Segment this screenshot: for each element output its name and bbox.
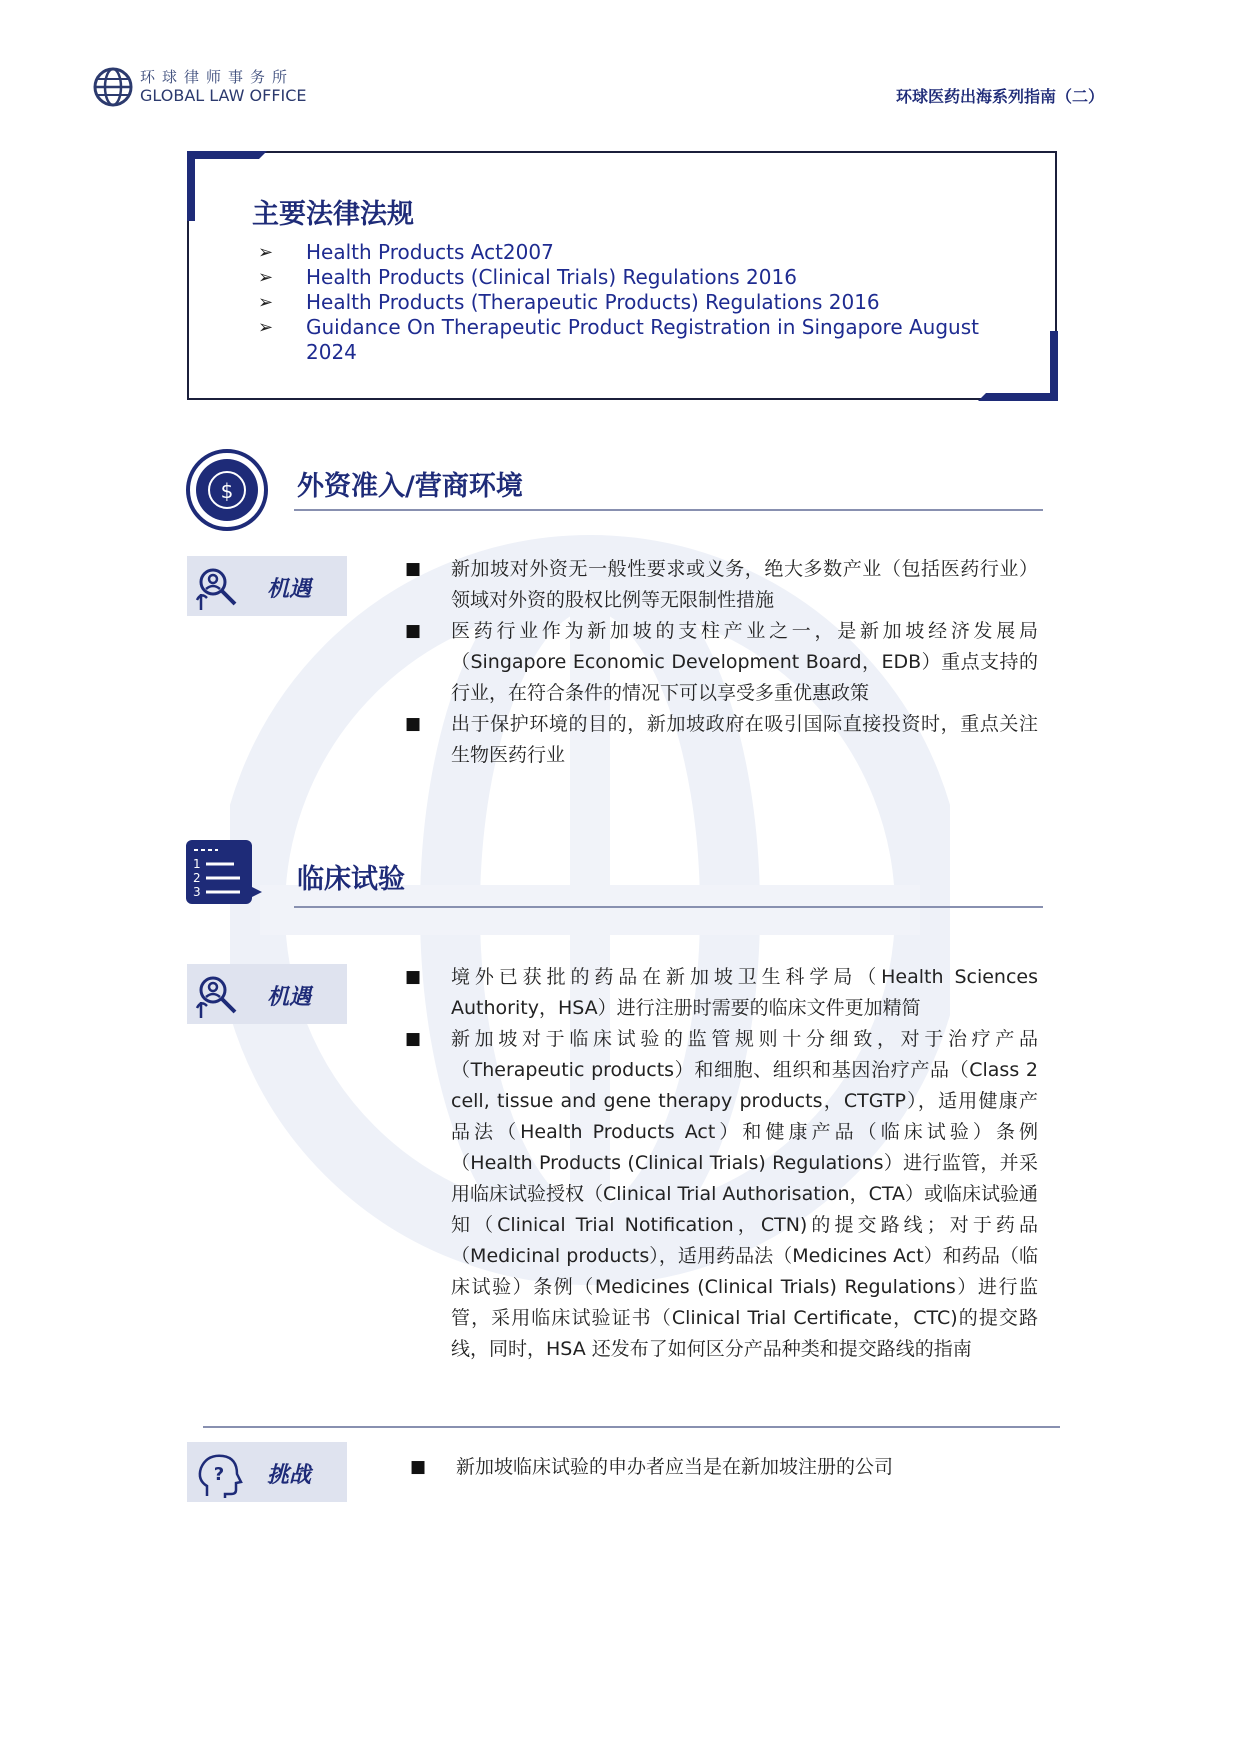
- laws-title: 主要法律法规: [252, 199, 414, 230]
- arrow-bullet-icon: ➢: [258, 292, 274, 313]
- svg-text:?: ?: [213, 1464, 225, 1485]
- list-item: ■ 出于保护环境的目的，新加坡政府在吸引国际直接投资时，重点关注生物医药行业: [405, 709, 1038, 771]
- list-item: ■ 境外已获批的药品在新加坡卫生科学局（Health Sciences Authority，HSA）进行注册时需要的临床文件更加精简: [405, 962, 1038, 1024]
- list-item: ➢ Guidance On Therapeutic Product Registration in Singapore August 2024: [258, 315, 979, 364]
- list-item: ■ 新加坡临床试验的申办者应当是在新加坡注册的公司: [410, 1452, 1043, 1483]
- section-rule: [294, 509, 1043, 511]
- section-divider: [203, 1426, 1060, 1428]
- tag-label: 机遇: [267, 577, 312, 602]
- arrow-bullet-icon: ➢: [258, 317, 274, 338]
- list-item: ■ 新加坡对外资无一般性要求或义务，绝大多数产业（包括医药行业）领域对外资的股权比例等无限制性措施: [405, 554, 1038, 616]
- list-item: ■ 新加坡对于临床试验的监管规则十分细致，对于治疗产品（Therapeutic products）和细胞、组织和基因治疗产品（Class 2 cell, tissue and gene therapy products，CTGTP），适用健康产品法（Health Products Act）和健康产品（临床试验）条例（Health Products (Clinical Trials) Regulations）进行监管，并采用临床试验授权（Clinical Trial Authorisation，CTA）或临床试验通知（Clinical Trial Notification，CTN)的提交路线；对于药品（Medicinal products），适用药品法（Medicines Act）和药品（临床试验）条例（Medicines (Clinical Trials) Regulations）进行监管，采用临床试验证书（Clinical Trial Certificate，CTC)的提交路线，同时，HSA 还发布了如何区分产品种类和提交路线的指南: [405, 1024, 1038, 1365]
- section-title-foreign-investment: 外资准入/营商环境: [297, 471, 523, 502]
- logo-chinese-name: 环球律师事务所: [140, 68, 295, 86]
- square-bullet-icon: ■: [410, 1457, 427, 1477]
- clinical-opportunity-list: [405, 962, 1038, 1365]
- list-item: ➢ Health Products (Clinical Trials) Regulations 2016: [258, 265, 797, 289]
- svg-text:2: 2: [193, 871, 201, 885]
- challenge-tag: [187, 1442, 347, 1502]
- globe-logo-icon: [93, 67, 133, 107]
- clinical-challenge-list: [410, 1452, 1043, 1483]
- search-person-icon: [193, 972, 247, 1026]
- square-bullet-icon: ■: [405, 967, 422, 987]
- document-title: 环球医药出海系列指南（二）: [895, 87, 1104, 106]
- dollar-circle-icon: [185, 448, 269, 532]
- svg-text:3: 3: [193, 885, 201, 899]
- arrow-bullet-icon: ➢: [258, 267, 274, 288]
- section-rule: [294, 906, 1043, 908]
- search-person-icon: [193, 564, 247, 618]
- list-item: ➢ Health Products Act2007: [258, 240, 554, 264]
- logo-english-name: GLOBAL LAW OFFICE: [140, 86, 307, 105]
- laws-list: [258, 240, 1018, 365]
- question-head-icon: [193, 1450, 247, 1504]
- svg-text:1: 1: [193, 857, 201, 871]
- square-bullet-icon: ■: [405, 714, 422, 734]
- list-item: ➢ Health Products (Therapeutic Products) Regulations 2016: [258, 290, 880, 314]
- opportunity-tag: [187, 556, 347, 616]
- square-bullet-icon: ■: [405, 621, 422, 641]
- arrow-bullet-icon: ➢: [258, 242, 274, 263]
- opportunity-tag: [187, 964, 347, 1024]
- numbered-list-icon: [184, 838, 264, 908]
- foreign-opportunity-list: [405, 554, 1038, 771]
- svg-text:$: $: [220, 479, 234, 503]
- square-bullet-icon: ■: [405, 559, 422, 579]
- square-bullet-icon: ■: [405, 1029, 422, 1049]
- tag-label: 挑战: [267, 1463, 312, 1488]
- section-title-clinical-trials: 临床试验: [297, 864, 405, 895]
- tag-label: 机遇: [267, 985, 312, 1010]
- list-item: ■ 医药行业作为新加坡的支柱产业之一，是新加坡经济发展局（Singapore Economic Development Board，EDB）重点支持的行业，在符合条件的情况下可以享受多重优惠政策: [405, 616, 1038, 709]
